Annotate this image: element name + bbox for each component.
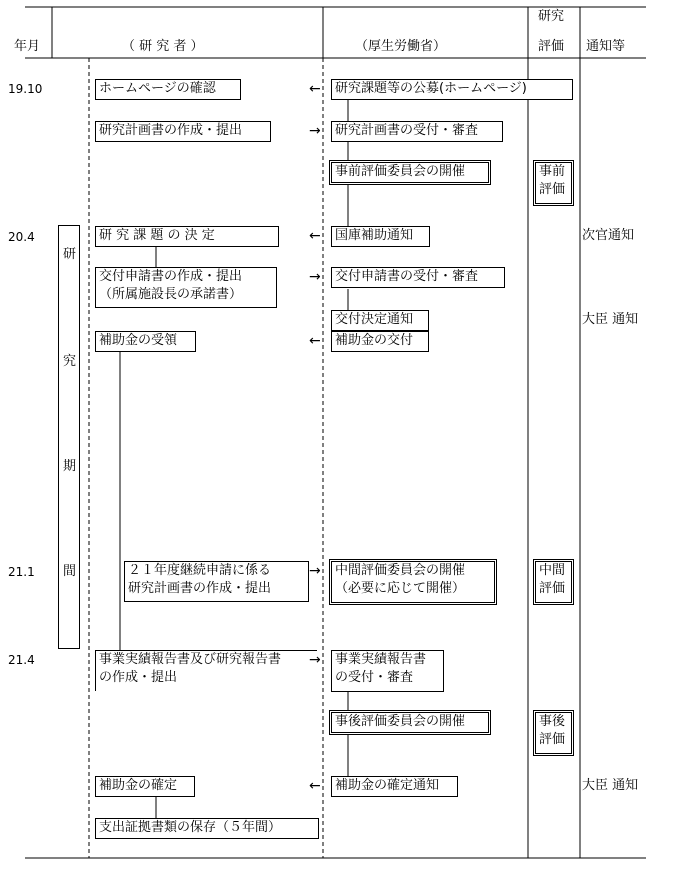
continuation-application-box: [124, 561, 309, 602]
header-ministry: （厚生労働省）: [355, 39, 447, 54]
header-researcher: （ 研 究 者 ）: [122, 39, 204, 54]
mid-evaluation-committee-box: [329, 559, 497, 605]
post-evaluation-box: [533, 710, 574, 756]
minister-notice: 大臣 通知: [582, 312, 639, 327]
report-create-line1: 事業実績報告書及び研究報告書: [99, 652, 282, 667]
pre-evaluation-committee-box: 事前評価委員会の開催: [329, 160, 491, 185]
national-subsidy-notice-box: 国庫補助通知: [331, 226, 430, 247]
public-call-box: 研究課題等の公募(ホームページ): [331, 79, 573, 100]
grant-application-line2: （所属施設長の承諾書）: [99, 287, 243, 302]
mid-evaluation-line1: 中間: [539, 563, 566, 578]
arrow-right-icon: →: [309, 652, 321, 668]
continuation-application-line1: ２１年度継続申請に係る: [128, 563, 272, 578]
header-year-month: 年月: [14, 39, 41, 54]
arrow-left-icon: ←: [309, 228, 321, 244]
report-receive-box: [331, 650, 444, 692]
retention-box: 支出証拠書類の保存（５年間）: [95, 818, 319, 839]
arrow-left-icon: ←: [309, 778, 321, 794]
arrow-right-icon: →: [309, 123, 321, 139]
date-label: 19.10: [8, 82, 43, 96]
pre-evaluation-box: [533, 160, 574, 206]
confirm-notice-box: 補助金の確定通知: [331, 776, 458, 797]
post-evaluation-line2: 評価: [539, 732, 566, 747]
vice-minister-notice: 次官通知: [582, 228, 635, 243]
period-char: 間: [63, 564, 77, 579]
grant-receive-box: 交付申請書の受付・審査: [331, 267, 505, 288]
period-char: 究: [63, 354, 77, 369]
header-notice: 通知等: [586, 39, 626, 54]
date-label: 21.1: [8, 565, 35, 579]
subsidy-confirm-box: 補助金の確定: [95, 776, 195, 797]
continuation-application-line2: 研究計画書の作成・提出: [128, 581, 272, 596]
topic-decision-box: 研 究 課 題 の 決 定: [95, 226, 279, 247]
research-period-box: [58, 225, 80, 649]
post-evaluation-line1: 事後: [539, 714, 566, 729]
report-create-line2: の作成・提出: [99, 670, 178, 685]
post-evaluation-committee-box: 事後評価委員会の開催: [329, 710, 491, 735]
minister-notice: 大臣 通知: [582, 778, 639, 793]
report-receive-line2: の受付・審査: [335, 670, 414, 685]
subsidy-grant-box: 補助金の交付: [331, 331, 429, 352]
arrow-right-icon: →: [309, 563, 321, 579]
report-create-box: [95, 650, 317, 691]
report-receive-line1: 事業実績報告書: [335, 652, 427, 667]
grant-application-box: [95, 267, 277, 308]
date-label: 20.4: [8, 230, 35, 244]
arrow-left-icon: ←: [309, 81, 321, 97]
mid-evaluation-box: [533, 559, 574, 605]
homepage-check-box: ホームページの確認: [95, 79, 241, 100]
mid-committee-line1: 中間評価委員会の開催: [335, 563, 466, 578]
pre-evaluation-line1: 事前: [539, 164, 566, 179]
grant-application-line1: 交付申請書の作成・提出: [99, 269, 243, 284]
mid-evaluation-line2: 評価: [539, 581, 566, 596]
header-evaluation-line1: 研究: [538, 9, 565, 24]
plan-receive-box: 研究計画書の受付・審査: [331, 121, 503, 142]
header-evaluation-line2: 評価: [538, 39, 565, 54]
pre-evaluation-line2: 評価: [539, 182, 566, 197]
subsidy-receive-box: 補助金の受領: [95, 331, 196, 352]
period-char: 研: [63, 247, 77, 262]
plan-create-box: 研究計画書の作成・提出: [95, 121, 271, 142]
mid-committee-line2: （必要に応じて開催）: [335, 581, 466, 596]
arrow-right-icon: →: [309, 269, 321, 285]
period-char: 期: [63, 459, 77, 474]
grant-decision-box: 交付決定通知: [331, 310, 429, 331]
date-label: 21.4: [8, 653, 35, 667]
arrow-left-icon: ←: [309, 333, 321, 349]
